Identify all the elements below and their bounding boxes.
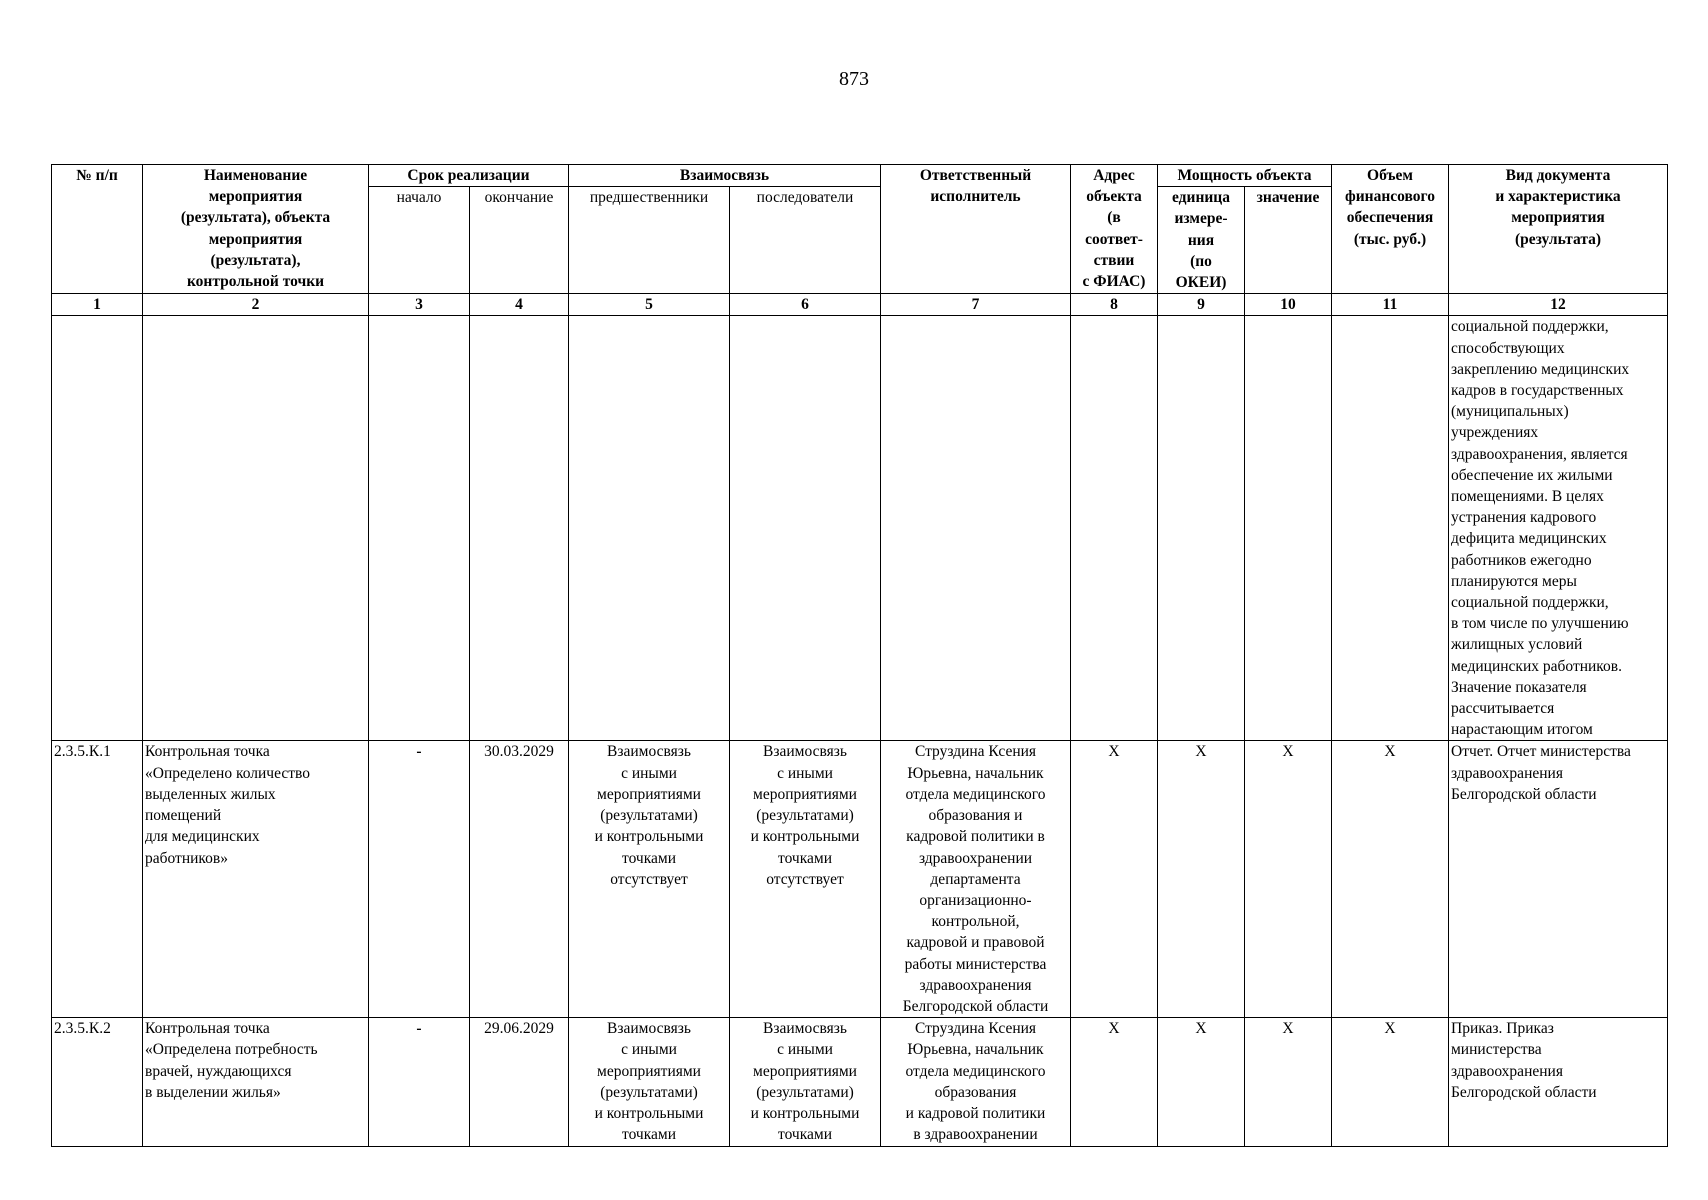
column-number: 9 (1158, 294, 1245, 316)
header-number: № п/п (52, 165, 143, 294)
start-date: - (369, 741, 470, 1018)
header-unit: единица измере- ния (по ОКЕИ) (1158, 187, 1245, 294)
capacity-value: X (1245, 741, 1332, 1018)
table-row (52, 741, 1668, 1018)
table-row (52, 1018, 1668, 1147)
header-document: Вид документа и характеристика мероприятия (результата) (1449, 165, 1668, 294)
table-row-continuation (52, 316, 1668, 741)
column-number: 10 (1245, 294, 1332, 316)
table-cell (1071, 316, 1158, 741)
document-description: Приказ. Приказ министерства здравоохранения Белгородской области (1449, 1018, 1668, 1147)
start-date: - (369, 1018, 470, 1147)
header-end: окончание (470, 187, 569, 294)
column-number: 2 (143, 294, 369, 316)
page-number: 873 (839, 68, 869, 90)
responsible-person: Струздина Ксения Юрьевна, начальник отдела медицинского образования и кадровой политики в здравоохранении (881, 1018, 1071, 1147)
header-funding: Объем финансового обеспечения (тыс. руб.) (1332, 165, 1449, 294)
header-row-top (52, 165, 1668, 187)
object-address: X (1071, 741, 1158, 1018)
table-cell (1245, 316, 1332, 741)
object-address: X (1071, 1018, 1158, 1147)
column-number: 8 (1071, 294, 1158, 316)
successors: Взаимосвязь с иными мероприятиями (результатами) и контрольными точками (730, 1018, 881, 1147)
predecessors: Взаимосвязь с иными мероприятиями (результатами) и контрольными точками (569, 1018, 730, 1147)
column-number: 3 (369, 294, 470, 316)
header-responsible: Ответственный исполнитель (881, 165, 1071, 294)
responsible-person: Струздина Ксения Юрьевна, начальник отдела медицинского образования и кадровой политики в здравоохранении департамента организационно- контрольной, кадровой и правовой работы министерства здравоохранения Белгородской области (881, 741, 1071, 1018)
header-predecessors: предшественники (569, 187, 730, 294)
header-address: Адрес объекта (в соответ- ствии с ФИАС) (1071, 165, 1158, 294)
table-cell (881, 316, 1071, 741)
capacity-unit: X (1158, 1018, 1245, 1147)
table-cell (470, 316, 569, 741)
header-relation-group: Взаимосвязь (569, 165, 881, 187)
table-cell (143, 316, 369, 741)
funding-amount: X (1332, 1018, 1449, 1147)
funding-amount: X (1332, 741, 1449, 1018)
capacity-unit: X (1158, 741, 1245, 1018)
capacity-value: X (1245, 1018, 1332, 1147)
end-date: 30.03.2029 (470, 741, 569, 1018)
predecessors: Взаимосвязь с иными мероприятиями (результатами) и контрольными точками отсутствует (569, 741, 730, 1018)
successors: Взаимосвязь с иными мероприятиями (результатами) и контрольными точками отсутствует (730, 741, 881, 1018)
column-number: 4 (470, 294, 569, 316)
column-number: 12 (1449, 294, 1668, 316)
table-cell (730, 316, 881, 741)
table-cell (369, 316, 470, 741)
table-cell (1332, 316, 1449, 741)
column-number: 7 (881, 294, 1071, 316)
table-cell (569, 316, 730, 741)
activity-name: Контрольная точка «Определено количество выделенных жилых помещений для медицинских работников» (143, 741, 369, 1018)
column-number: 11 (1332, 294, 1449, 316)
column-number: 6 (730, 294, 881, 316)
header-start: начало (369, 187, 470, 294)
header-successors: последователи (730, 187, 881, 294)
document-description: социальной поддержки, способствующих закреплению медицинских кадров в государственных (муниципальных) учреждениях здравоохранения, является обеспечение их жилыми помещениями. В целях устранения кадрового дефицита медицинских работников ежегодно планируются меры социальной поддержки, в том числе по улучшению жилищных условий медицинских работников. Значение показателя рассчитывается нарастающим итогом (1449, 316, 1668, 741)
column-number: 1 (52, 294, 143, 316)
activity-name: Контрольная точка «Определена потребность врачей, нуждающихся в выделении жилья» (143, 1018, 369, 1147)
document-description: Отчет. Отчет министерства здравоохранения Белгородской области (1449, 741, 1668, 1018)
row-number: 2.3.5.К.2 (52, 1018, 143, 1147)
column-number: 5 (569, 294, 730, 316)
table-cell (52, 316, 143, 741)
row-number: 2.3.5.К.1 (52, 741, 143, 1018)
end-date: 29.06.2029 (470, 1018, 569, 1147)
table-cell (1158, 316, 1245, 741)
header-capacity-group: Мощность объекта (1158, 165, 1332, 187)
activities-table (51, 164, 1668, 1147)
header-name: Наименование мероприятия (результата), объекта мероприятия (результата), контрольной точки (143, 165, 369, 294)
header-value: значение (1245, 187, 1332, 294)
header-period-group: Срок реализации (369, 165, 569, 187)
column-number-row (52, 294, 1668, 316)
